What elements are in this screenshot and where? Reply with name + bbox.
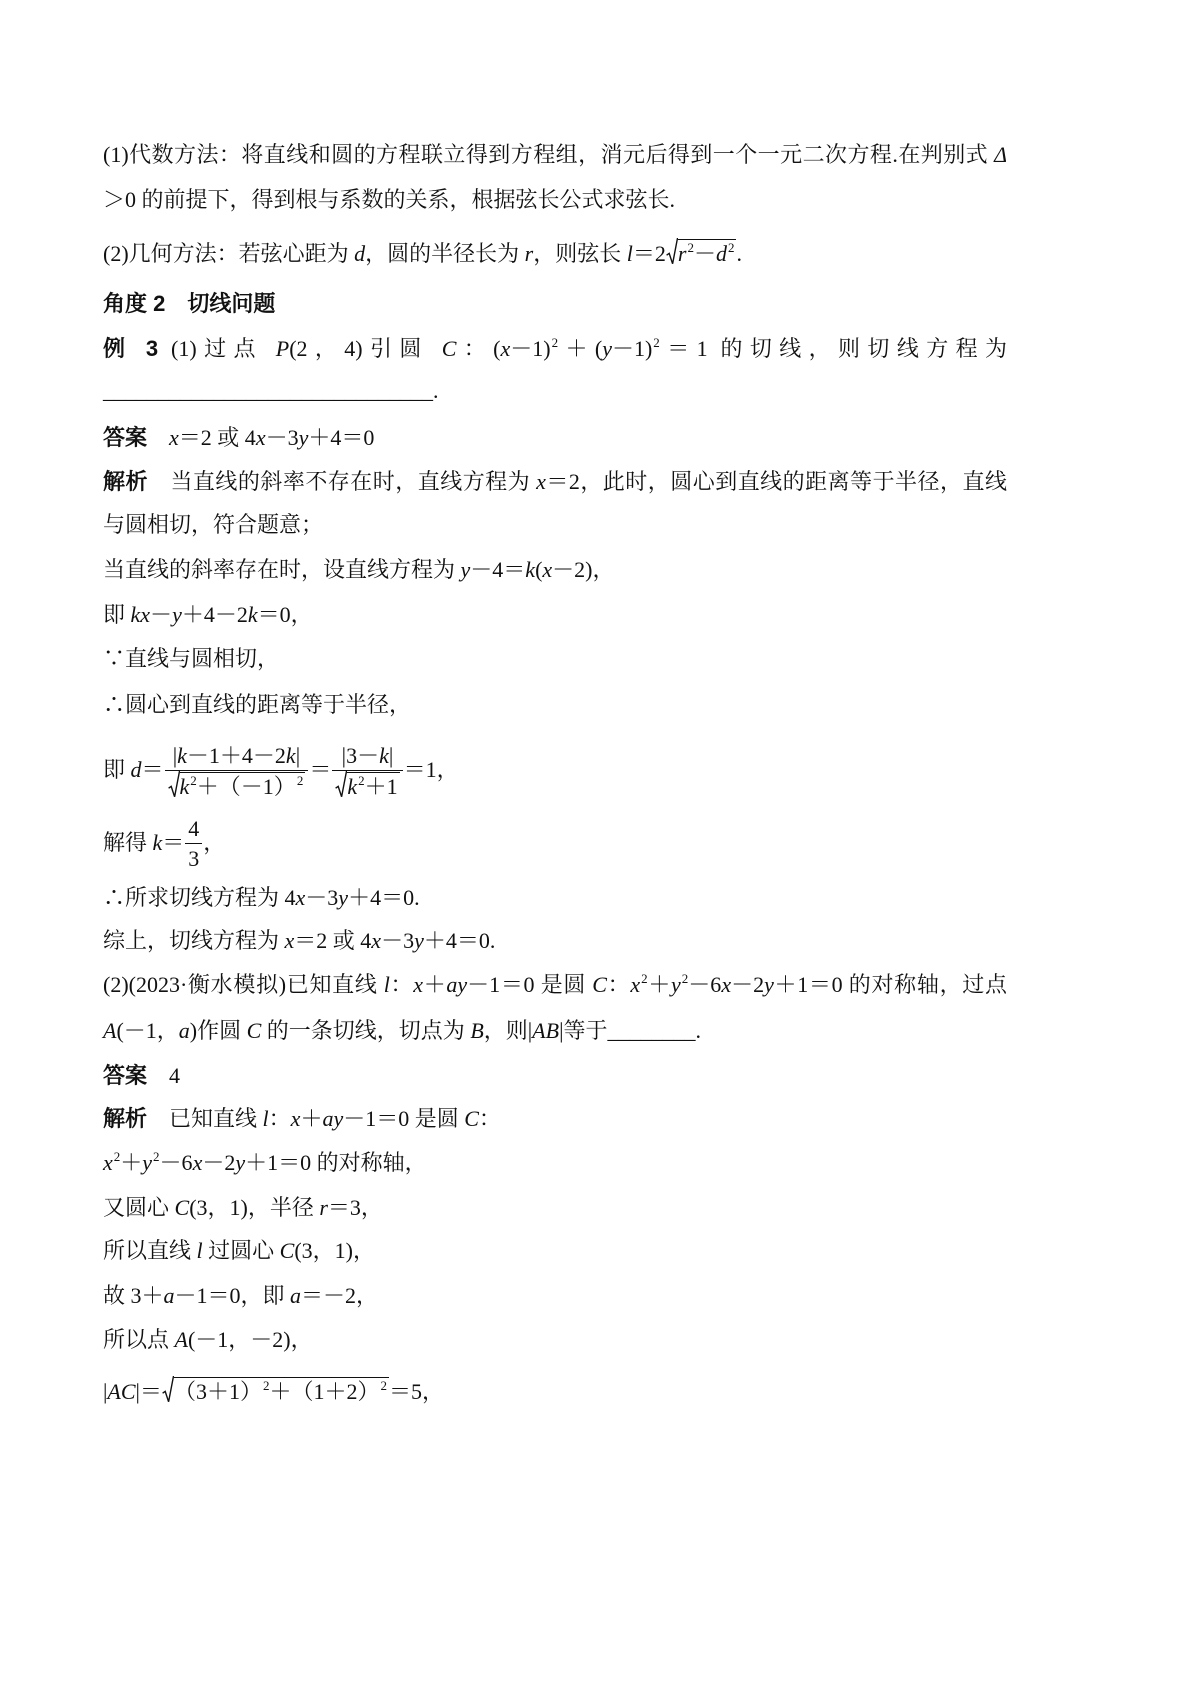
text-run: ＋ (300, 1106, 323, 1131)
math-variable: ay (446, 972, 468, 997)
text-run: 4 (188, 816, 200, 842)
example-3-part-1-analysis-line-3 (103, 555, 1007, 585)
text-run: |等于________. (559, 1018, 701, 1043)
math-variable: x (295, 885, 306, 910)
text-run: －1＝0，即 (174, 1283, 291, 1308)
numerator (332, 742, 402, 771)
example-3-part-1-answer-blank (103, 376, 1007, 406)
text-run: ＋1＝0 的对称轴，过点 (773, 972, 1007, 997)
math-variable: y (671, 972, 681, 997)
text-run: )作圆 (189, 1018, 247, 1043)
text-run: ，圆的半径长为 (365, 240, 525, 266)
math-variable: x (630, 972, 641, 997)
text-run: －1＝0 是圆 (467, 972, 593, 997)
text-run: －1) (611, 336, 653, 361)
denominator (165, 771, 309, 802)
text-run: －4＝ (470, 557, 526, 582)
text-run: ∴所求切线方程为 4 (103, 885, 296, 910)
text-run: （3＋1） (173, 1378, 262, 1404)
math-variable: a (290, 1283, 302, 1308)
text-run: ＝2 (632, 240, 666, 266)
text-run: －3 (381, 928, 415, 953)
radical-sign-icon (162, 1376, 174, 1403)
superscript: 2 (641, 971, 648, 986)
text-run: ∴圆心到直线的距离等于半径， (103, 692, 412, 717)
text-run: ＝ (141, 757, 164, 782)
math-variable: x (255, 425, 266, 450)
superscript: 2 (681, 971, 689, 986)
example-3-part-1-conclusion (103, 926, 1007, 956)
example-3-part-1-answer (103, 423, 1007, 453)
text-run: ，则弦长 (533, 240, 627, 266)
example-3-part-2-question-line-1 (103, 970, 1007, 1000)
math-variable: l (383, 972, 390, 997)
bold-label: 答案 (103, 425, 148, 450)
text-run: | (295, 743, 301, 769)
section-heading: 角度 2 切线问题 (103, 291, 276, 316)
text-run: －1＋4－2 (186, 743, 286, 769)
superscript: 2 (727, 239, 735, 255)
square-root (162, 1376, 389, 1407)
superscript: 2 (380, 1377, 387, 1393)
text-run: ＋4＝0. (423, 928, 496, 953)
text-run: ： (606, 972, 631, 997)
text-run: ＋ (423, 972, 447, 997)
text-run: ＝3， (327, 1195, 383, 1220)
text-run: 当直线的斜率不存在时，直线方程为 (147, 469, 537, 494)
radical-sign-icon (666, 238, 678, 265)
math-variable: k (525, 557, 536, 582)
example-3-part-1-analysis-line-6 (103, 690, 1007, 720)
text-run: －6 (688, 972, 722, 997)
text-run: ： (389, 972, 414, 997)
algebraic-method-line-2 (103, 185, 1007, 215)
radical-sign-icon (335, 771, 347, 798)
math-variable: C (592, 972, 607, 997)
example-3-part-2-question-line-2 (103, 1016, 1007, 1046)
text-run: 当直线的斜率存在时，设直线方程为 (103, 557, 461, 582)
text-run: ＝ (309, 757, 332, 782)
text-run: ______________________________. (103, 378, 439, 403)
text-run: ，则| (483, 1018, 533, 1043)
text-run: 即 (103, 602, 131, 627)
math-variable: C (464, 1106, 479, 1131)
text-run: 与圆相切，符合题意； (103, 512, 324, 537)
text-run: |3－ (341, 743, 380, 769)
math-variable: d (715, 240, 727, 266)
text-run: 解得 (103, 830, 153, 855)
text-run: ＋ (120, 1150, 143, 1175)
text-run: －3 (305, 885, 339, 910)
math-variable: x (721, 972, 732, 997)
denominator (185, 844, 202, 874)
text-run: ＋4＝0 (308, 425, 375, 450)
text-run: ( (535, 557, 543, 582)
example-3-part-2-answer (103, 1061, 1007, 1091)
text-run: ＝1 的切线，则切线方程为 (659, 336, 1007, 361)
math-variable: AC (107, 1378, 136, 1404)
text-run: ＝ (162, 830, 185, 855)
text-run: ＋1 (364, 773, 398, 799)
math-variable: C (279, 1238, 295, 1263)
math-variable: y (172, 602, 182, 627)
math-variable: y (338, 885, 349, 910)
math-variable: l (262, 1106, 269, 1131)
example-3-part-1-question-line-1 (103, 334, 1007, 364)
math-variable: l (196, 1238, 203, 1263)
math-variable: y (235, 1150, 246, 1175)
math-variable: C (441, 336, 457, 361)
algebraic-method-line-1 (103, 140, 1007, 170)
math-variable: kx (130, 602, 151, 627)
math-variable: y (764, 972, 774, 997)
text-run: 3 (188, 846, 200, 872)
text-run: －1) (510, 336, 551, 361)
example-3-part-1-analysis-line-2 (103, 510, 1007, 540)
text-run: 的一条切线，切点为 (261, 1018, 471, 1043)
example-3-part-2-analysis-line-5 (103, 1281, 1007, 1311)
text-run: | (103, 1378, 108, 1404)
superscript: 2 (262, 1377, 270, 1393)
math-variable: k (347, 773, 358, 799)
text-run: － (150, 602, 173, 627)
math-variable: P (275, 336, 290, 361)
math-variable: k (285, 743, 296, 769)
text-run: ： (268, 1106, 291, 1131)
text-run: 即 (103, 757, 131, 782)
text-run: (－1， (116, 1018, 179, 1043)
example-3-part-2-analysis-line-2 (103, 1148, 1007, 1178)
text-run: ＋( (558, 336, 603, 361)
text-run: . (736, 240, 742, 266)
superscript: 2 (653, 335, 660, 350)
math-variable: a (163, 1283, 175, 1308)
math-variable: x (192, 1150, 203, 1175)
math-variable: A (174, 1327, 188, 1352)
text-run: ＋（－1） (196, 773, 296, 799)
text-run: ： (478, 1106, 501, 1131)
text-run: | (388, 743, 394, 769)
math-variable: x (103, 1150, 113, 1175)
text-run: －2)， (552, 557, 615, 582)
radicand (180, 772, 306, 802)
text-run: (3，1)， (294, 1238, 375, 1263)
math-variable: x (413, 972, 423, 997)
numerator (165, 742, 309, 771)
text-run: ＝2 或 4 (294, 928, 372, 953)
math-variable: k (177, 743, 187, 769)
math-variable: k (379, 743, 389, 769)
text-run: ＝2 或 4 (178, 425, 256, 450)
bold-label: 例 3 (103, 336, 159, 361)
math-variable: A (103, 1018, 117, 1043)
math-variable: x (290, 1106, 301, 1131)
math-variable: x (284, 928, 295, 953)
math-variable: x (536, 469, 546, 494)
text-run: |＝ (135, 1378, 162, 1404)
math-variable: y (142, 1150, 153, 1175)
text-run: 又圆心 (103, 1195, 175, 1220)
superscript: 2 (153, 1149, 160, 1164)
math-variable: AB (532, 1018, 560, 1043)
text-run: (2)几何方法：若弦心距为 (103, 240, 355, 266)
text-run: ＝5， (388, 1378, 444, 1404)
square-root (168, 771, 306, 802)
denominator (332, 771, 402, 802)
superscript: 2 (113, 1149, 121, 1164)
text-run: 过圆心 (202, 1238, 280, 1263)
text-run: － (693, 240, 716, 266)
text-run: ＋ (647, 972, 672, 997)
text-run: 4 (147, 1063, 181, 1088)
superscript: 2 (190, 772, 197, 788)
math-variable: r (677, 240, 687, 266)
math-variable: x (542, 557, 553, 582)
text-run: (1)代数方法：将直线和圆的方程联立得到方程组，消元后得到一个一元二次方程.在判别式 (103, 142, 995, 167)
math-variable: d (354, 240, 366, 266)
text-run: ＋1＝0 的对称轴， (245, 1150, 427, 1175)
math-variable: r (319, 1195, 328, 1220)
radicand (347, 772, 399, 802)
text-run: (2，4)引圆 (289, 336, 442, 361)
text-run: ：( (456, 336, 501, 361)
math-variable: y (414, 928, 424, 953)
example-3-part-2-analysis-line-6 (103, 1325, 1007, 1355)
text-run: ＝0， (257, 602, 313, 627)
math-variable: C (174, 1195, 190, 1220)
math-variable: y (602, 336, 612, 361)
radicand (174, 1377, 389, 1407)
geometric-method-line (103, 238, 1007, 268)
example-3-part-2-analysis-line-1 (103, 1104, 1007, 1134)
text-run: 所以点 (103, 1327, 175, 1352)
text-run: ＝2，此时，圆心到直线的距离等于半径，直线 (545, 469, 1007, 494)
text-run: (－1，－2)， (187, 1327, 313, 1352)
math-variable: x (500, 336, 511, 361)
text-run: －1＝0 是圆 (343, 1106, 465, 1131)
example-3-part-2-analysis-line-4 (103, 1236, 1007, 1266)
text-run: (2)(2023·衡水模拟)已知直线 (103, 972, 384, 997)
math-variable: y (298, 425, 309, 450)
radical-sign-icon (168, 771, 180, 798)
example-3-part-1-analysis-line-4 (103, 600, 1007, 630)
math-variable: k (247, 602, 258, 627)
text-run: ∵直线与圆相切， (103, 646, 280, 671)
math-variable: k (152, 830, 163, 855)
example-3-part-1-distance-formula (103, 734, 1007, 806)
text-run: (3，1)，半径 (189, 1195, 320, 1220)
text-run (147, 425, 169, 450)
bold-label: 解析 (103, 469, 148, 494)
superscript: 2 (687, 239, 694, 255)
text-run: －6 (159, 1150, 193, 1175)
superscript: 2 (358, 772, 365, 788)
superscript: 2 (296, 772, 304, 788)
math-variable: k (179, 773, 190, 799)
square-root (335, 771, 399, 802)
radicand (678, 239, 737, 269)
example-3-part-2-distance-ac (103, 1376, 1007, 1406)
text-run: | (172, 743, 178, 769)
math-variable: y (460, 557, 471, 582)
example-3-part-1-analysis-line-5 (103, 644, 1007, 674)
text-run: ＝－2， (301, 1283, 379, 1308)
math-variable: Δ (994, 142, 1007, 167)
math-variable: x (169, 425, 179, 450)
bold-label: 答案 (103, 1063, 148, 1088)
text-run: －2 (731, 972, 765, 997)
math-variable: r (524, 240, 534, 266)
square-root (666, 238, 737, 269)
math-variable: a (178, 1018, 190, 1043)
text-run: ， (203, 830, 226, 855)
fraction (185, 815, 202, 874)
text-run: －3 (265, 425, 299, 450)
math-variable: l (626, 240, 633, 266)
fraction (165, 742, 309, 802)
math-variable: x (371, 928, 382, 953)
math-variable: C (246, 1018, 262, 1043)
example-3-part-1-slope-result (103, 807, 1007, 879)
bold-label: 解析 (103, 1106, 148, 1131)
superscript: 2 (551, 335, 559, 350)
text-run: ＝1， (403, 757, 459, 782)
math-variable: ay (322, 1106, 344, 1131)
text-run: －2 (202, 1150, 236, 1175)
text-run: 综上，切线方程为 (103, 928, 285, 953)
math-variable: d (130, 757, 142, 782)
text-run: 故 3＋ (103, 1283, 164, 1308)
example-3-part-1-analysis-line-1 (103, 467, 1007, 497)
numerator (185, 815, 202, 844)
text-run: (1)过点 (158, 336, 276, 361)
text-run: ＋4＝0. (348, 885, 420, 910)
math-variable: B (470, 1018, 484, 1043)
fraction (332, 742, 402, 802)
text-run: ＋（1＋2） (269, 1378, 380, 1404)
example-3-part-2-analysis-line-3 (103, 1193, 1007, 1223)
text-run: ＋4－2 (181, 602, 248, 627)
text-run: ＞0 的前提下，得到根与系数的关系，根据弦长公式求弦长. (103, 187, 676, 212)
text-run: 已知直线 (147, 1106, 263, 1131)
text-run: 所以直线 (103, 1238, 197, 1263)
example-3-part-1-analysis-line-9 (103, 883, 1007, 913)
